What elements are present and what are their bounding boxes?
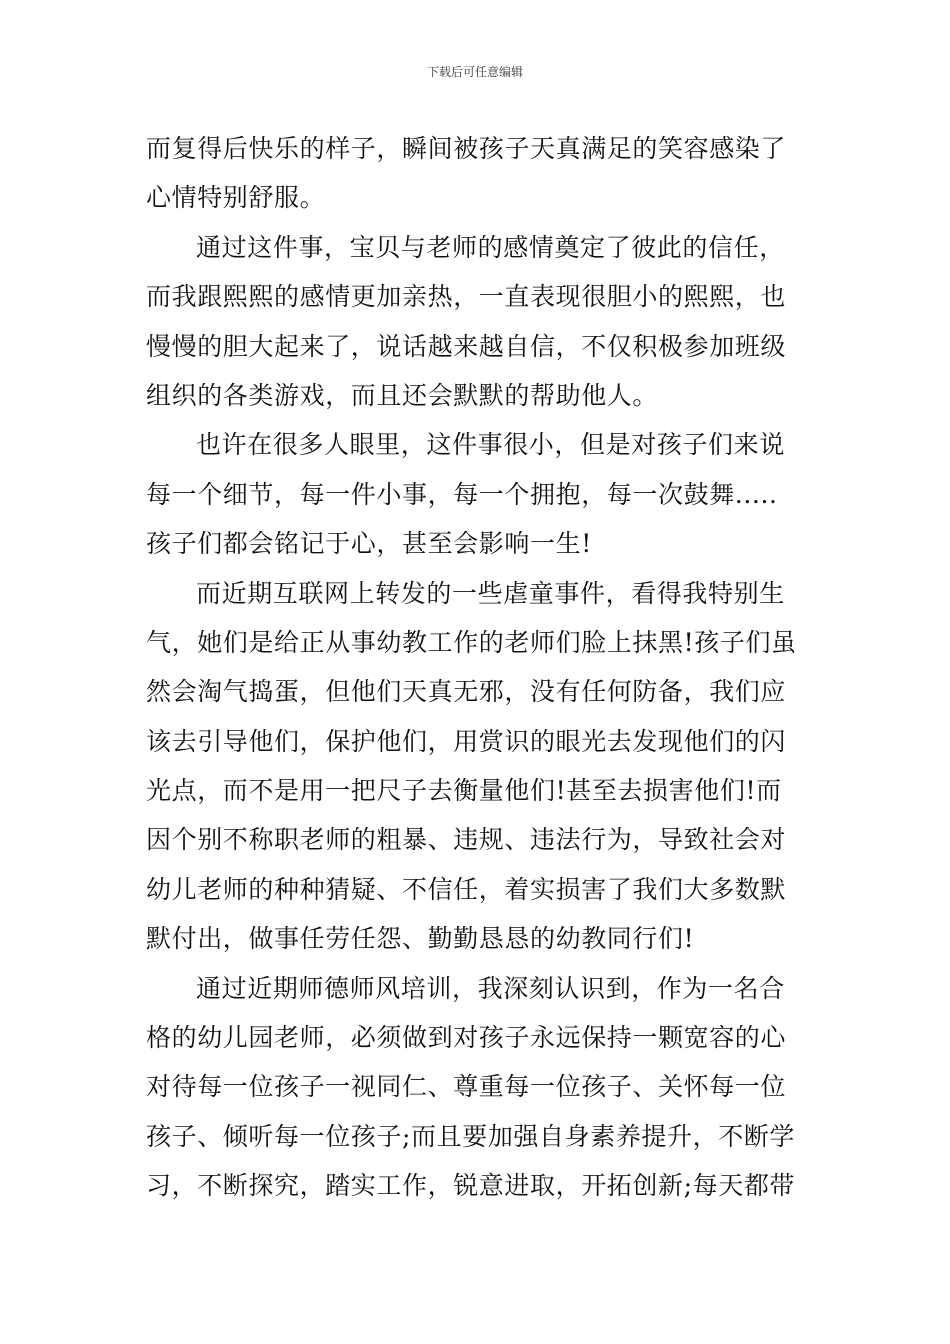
paragraph-first-line: 通过近期师德师风培训，我深刻认识到，作为一名合 bbox=[196, 973, 785, 1003]
text-line: 该去引导他们，保护他们，用赏识的眼光去发现他们的闪 bbox=[146, 726, 787, 756]
body-text bbox=[146, 124, 810, 1211]
text-line: 而我跟熙熙的感情更加亲热，一直表现很胆小的熙熙，也 bbox=[146, 282, 787, 312]
text-line: 而复得后快乐的样子，瞬间被孩子天真满足的笑容感染了 bbox=[146, 134, 787, 163]
text-line: 每一个细节，每一件小事，每一个拥抱，每一次鼓舞..... bbox=[146, 479, 778, 509]
text-line: 然会淘气捣蛋，但他们天真无邪，没有任何防备，我们应 bbox=[146, 677, 787, 707]
text-line: 幼儿老师的种种猜疑、不信任，着实损害了我们大多数默 bbox=[146, 874, 787, 904]
text-line: 格的幼儿园老师，必须做到对孩子永远保持一颗宽容的心 bbox=[146, 1023, 787, 1053]
text-line: 气，她们是给正从事幼教工作的老师们脸上抹黑!孩子们虽 bbox=[146, 627, 797, 657]
text-line: 慢慢的胆大起来了，说话越来越自信，不仅积极参加班级 bbox=[146, 331, 787, 361]
paragraph-first-line: 也许在很多人眼里，这件事很小，但是对孩子们来说 bbox=[196, 430, 785, 460]
text-line: 心情特别舒服。 bbox=[146, 183, 326, 213]
text-line: 孩子、倾听每一位孩子;而且要加强自身素养提升，不断学 bbox=[146, 1121, 796, 1151]
text-line: 光点，而不是用一把尺子去衡量他们!甚至去损害他们!而 bbox=[146, 776, 782, 806]
paragraph-first-line: 而近期互联网上转发的一些虐童事件，看得我特别生 bbox=[196, 578, 785, 608]
text-line: 因个别不称职老师的粗暴、违规、违法行为，导致社会对 bbox=[146, 825, 787, 855]
text-line: 习，不断探究，踏实工作，锐意进取，开拓创新;每天都带 bbox=[146, 1171, 796, 1201]
text-line: 对待每一位孩子一视同仁、尊重每一位孩子、关怀每一位 bbox=[146, 1072, 787, 1102]
text-line: 默付出，做事任劳任怨、勤勤恳恳的幼教同行们! bbox=[146, 924, 695, 954]
text-line: 孩子们都会铭记于心，甚至会影响一生! bbox=[146, 529, 592, 559]
text-line: 组织的各类游戏，而且还会默默的帮助他人。 bbox=[146, 380, 659, 410]
page-header: 下载后可任意编辑 bbox=[426, 65, 523, 79]
paragraph-first-line: 通过这件事，宝贝与老师的感情奠定了彼此的信任， bbox=[196, 232, 785, 262]
